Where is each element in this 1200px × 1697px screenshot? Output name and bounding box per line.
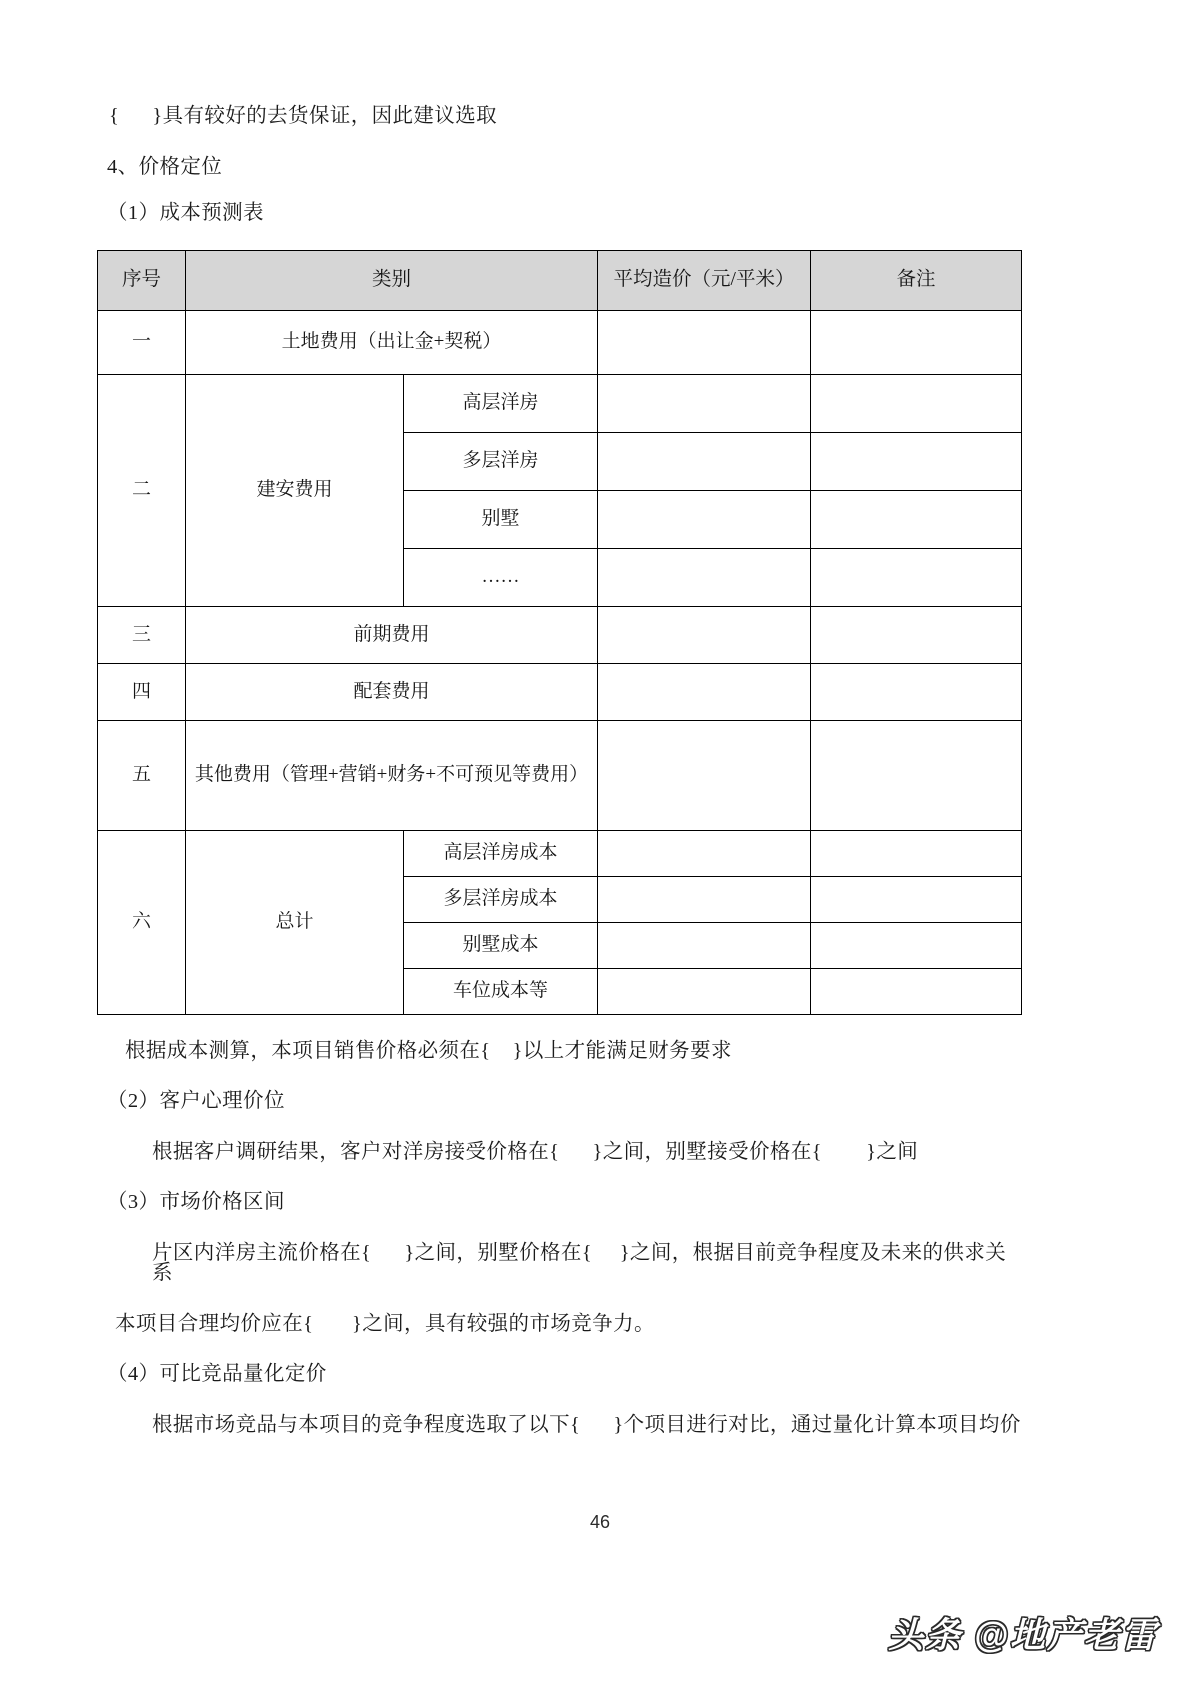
row-avg-cost-2-2 — [598, 490, 811, 548]
row-avg-cost-6-3 — [598, 968, 811, 1014]
row-no-3: 三 — [98, 606, 186, 663]
header-cell-avg-cost: 平均造价（元/平米） — [598, 250, 811, 310]
spacer — [97, 1284, 1021, 1314]
row-category-5: 其他费用（管理+营销+财务+不可预见等费用） — [186, 720, 598, 830]
row-remark-2-3 — [811, 548, 1022, 606]
lead-paragraph: { }具有较好的去货保证，因此建议选取 — [109, 105, 498, 127]
spacer — [97, 1213, 1021, 1243]
row-category-6: 总计 — [186, 830, 404, 1014]
spacer — [97, 1112, 1021, 1142]
header-cell-category: 类别 — [186, 250, 598, 310]
spacer — [97, 1162, 1021, 1192]
row-avg-cost-6-2 — [598, 922, 811, 968]
cost-forecast-table — [97, 250, 1022, 1015]
spacer — [97, 177, 1021, 203]
spacer — [97, 1385, 1021, 1415]
subsection-heading-1: （1）成本预测表 — [107, 202, 264, 224]
row-remark-2-1 — [811, 432, 1022, 490]
spacer — [97, 1015, 1021, 1041]
table-header-row — [98, 250, 1022, 310]
row-no-4: 四 — [98, 663, 186, 720]
row-category-4: 配套费用 — [186, 663, 598, 720]
row-avg-cost-3 — [598, 606, 811, 663]
row-avg-cost-2-0 — [598, 374, 811, 432]
row-subitem-2-3: …… — [404, 548, 598, 606]
section-heading-4: 4、价格定位 — [107, 155, 223, 178]
row-remark-3 — [811, 606, 1022, 663]
row-avg-cost-6-0 — [598, 830, 811, 876]
watermark: 头条 @地产老雷 — [888, 1616, 1158, 1655]
table-row — [98, 830, 1022, 876]
header-cell-no: 序号 — [98, 250, 186, 310]
row-remark-6-2 — [811, 922, 1022, 968]
row-avg-cost-5 — [598, 720, 811, 830]
row-no-6: 六 — [98, 830, 186, 1014]
row-category-3: 前期费用 — [186, 606, 598, 663]
table-row — [98, 720, 1022, 830]
row-no-5: 五 — [98, 720, 186, 830]
row-remark-2-0 — [811, 374, 1022, 432]
subsection-heading-4: （4）可比竞品量化定价 — [107, 1363, 327, 1385]
row-subitem-6-0: 高层洋房成本 — [404, 830, 598, 876]
row-remark-4 — [811, 663, 1022, 720]
spacer — [97, 224, 1021, 250]
table-row — [98, 606, 1022, 663]
row-avg-cost-2-3 — [598, 548, 811, 606]
subsection-heading-2: （2）客户心理价位 — [107, 1090, 285, 1112]
table-row — [98, 374, 1022, 432]
row-avg-cost-1 — [598, 310, 811, 374]
row-no-2: 二 — [98, 374, 186, 606]
spacer — [97, 1061, 1021, 1091]
subsection-body-2: 根据客户调研结果，客户对洋房接受价格在{ }之间，别墅接受价格在{ }之间 — [152, 1140, 919, 1163]
row-category-2: 建安费用 — [186, 374, 404, 606]
subsection-heading-3: （3）市场价格区间 — [107, 1191, 285, 1213]
row-remark-6-1 — [811, 876, 1022, 922]
page-content — [97, 104, 1021, 1435]
row-category-1: 土地费用（出让金+契税） — [186, 310, 598, 374]
table-row — [98, 310, 1022, 374]
row-avg-cost-2-1 — [598, 432, 811, 490]
row-avg-cost-4 — [598, 663, 811, 720]
page-number: 46 — [589, 1512, 611, 1532]
table-row — [98, 663, 1022, 720]
row-subitem-6-3: 车位成本等 — [404, 968, 598, 1014]
row-no-1: 一 — [98, 310, 186, 374]
row-remark-1 — [811, 310, 1022, 374]
subsection-body-4: 根据市场竞品与本项目的竞争程度选取了以下{ }个项目进行对比，通过量化计算本项目均价 — [152, 1413, 1021, 1436]
header-cell-remark: 备注 — [811, 250, 1022, 310]
row-remark-2-2 — [811, 490, 1022, 548]
spacer — [97, 1334, 1021, 1364]
subsection-body-3-line2: 本项目合理均价应在{ }之间，具有较强的市场竞争力。 — [115, 1312, 655, 1335]
row-subitem-6-2: 别墅成本 — [404, 922, 598, 968]
row-subitem-2-1: 多层洋房 — [404, 432, 598, 490]
row-remark-5 — [811, 720, 1022, 830]
row-remark-6-0 — [811, 830, 1022, 876]
row-avg-cost-6-1 — [598, 876, 811, 922]
row-remark-6-3 — [811, 968, 1022, 1014]
table-note: 根据成本测算，本项目销售价格必须在{ }以上才能满足财务要求 — [125, 1039, 732, 1062]
row-subitem-6-1: 多层洋房成本 — [404, 876, 598, 922]
spacer — [97, 127, 1021, 157]
row-subitem-2-2: 别墅 — [404, 490, 598, 548]
row-subitem-2-0: 高层洋房 — [404, 374, 598, 432]
subsection-body-3-line1: 片区内洋房主流价格在{ }之间，别墅价格在{ }之间，根据目前竞争程度及未来的供求关系 — [152, 1241, 1007, 1284]
